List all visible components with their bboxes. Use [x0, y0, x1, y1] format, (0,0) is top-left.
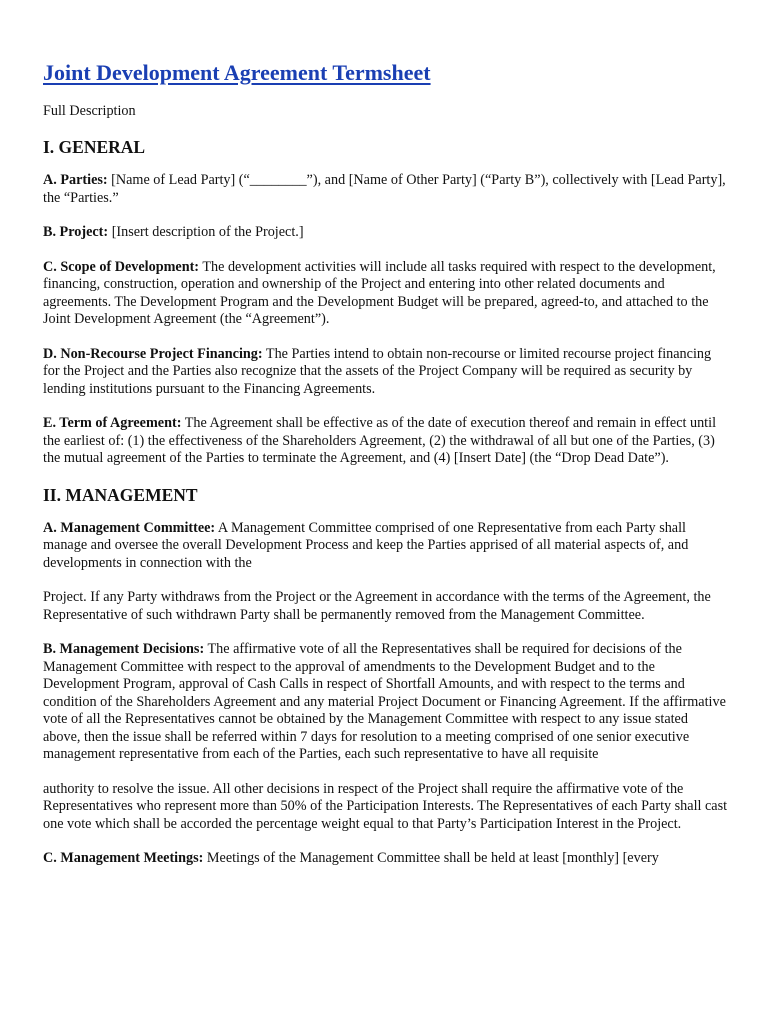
document-title[interactable]: Joint Development Agreement Termsheet	[43, 60, 431, 85]
term-label: C. Management Meetings:	[43, 850, 204, 866]
section-heading-general: I. GENERAL	[43, 137, 146, 157]
paragraph-non-recourse-financing	[43, 346, 728, 399]
section-heading-management: II. MANAGEMENT	[43, 484, 198, 505]
paragraph-parties	[43, 172, 728, 207]
term-label: D. Non-Recourse Project Financing:	[43, 345, 263, 362]
paragraph-text: [Insert description of the Project.]	[108, 224, 304, 240]
paragraph-text: authority to resolve the issue. All other decisions in respect of the Project shall require the affirmative vote of the Representatives who represent more than 50% of the Participation Interests. The Representatives of each Party shall cast one vote which shall be accorded the percentage weight equal to that Party’s Participation Interest in the Project.	[43, 780, 728, 832]
document-subtitle: Full Description	[43, 103, 136, 119]
paragraph-text: The affirmative vote of all the Representatives shall be required for decisions of the Management Committee with respect to the approval of amendments to the Development Budget and to the Development Program, approval of Cash Calls in respect of Shortfall Amounts, and with respect to the terms and condition of the Shareholders Agreement and any material Project Document or Financing Agreement. If the affirmative vote of all the Representatives cannot be obtained by the Management Committee with respect to any issue stated above, then the issue shall be referred within 7 days for resolution to a meeting comprised of one senior executive management representative from each of the Parties, each such representative to have all requisite	[43, 641, 726, 762]
paragraph-text: The development activities will include all tasks required with respect to the development, financing, construction, operation and ownership of the Project and entering into other related documents and agreements. The Development Program and the Development Budget will be prepared, agreed-to, and attached to the Joint Development Agreement (the “Agreement”).	[43, 258, 716, 327]
paragraph-text: The Parties intend to obtain non-recourse or limited recourse project financing for the Project and the Parties also recognize that the assets of the Project Company will be required as security by lending institutions pursuant to the Financing Agreements.	[43, 345, 712, 397]
paragraph-management-decisions	[43, 641, 728, 764]
paragraph-term-of-agreement	[43, 415, 728, 468]
term-label: A. Management Committee:	[43, 519, 216, 536]
term-label: B. Management Decisions:	[43, 641, 205, 657]
term-label: E. Term of Agreement:	[43, 415, 182, 431]
paragraph-text: The Agreement shall be effective as of the date of execution thereof and remain in effect until the earliest of: (1) the effectiveness of the Shareholders Agreement, (2) the withdrawal of all but one of the Parties, (3) the mutual agreement of the Parties to terminate the Agreement, and (4) [Insert Date] (the “Drop Dead Date”).	[43, 415, 717, 466]
paragraph-text: A Management Committee comprised of one Representative from each Party shall manage and oversee the overall Development Process and keep the Parties apprised of all material aspects of, and developments in connection with the	[43, 519, 689, 571]
paragraph-management-committee-cont	[43, 589, 728, 624]
paragraph-project	[43, 224, 728, 242]
paragraph-management-committee	[43, 520, 728, 573]
paragraph-text: Project. If any Party withdraws from the Project or the Agreement in accordance with the terms of the Agreement, the Representative of such withdrawn Party shall be permanently removed from the Management Committee.	[43, 589, 711, 623]
paragraph-text: Meetings of the Management Committee shall be held at least [monthly] [every	[203, 850, 659, 866]
paragraph-scope-of-development	[43, 259, 728, 329]
paragraph-management-decisions-cont	[43, 781, 728, 834]
term-label: B. Project:	[43, 224, 109, 240]
paragraph-management-meetings	[43, 850, 728, 868]
term-label: C. Scope of Development:	[43, 258, 200, 275]
term-label: A. Parties:	[43, 172, 108, 188]
paragraph-text: [Name of Lead Party] (“________”), and [Name of Other Party] (“Party B”), collectively with [Lead Party], the “Parties.”	[43, 172, 726, 206]
